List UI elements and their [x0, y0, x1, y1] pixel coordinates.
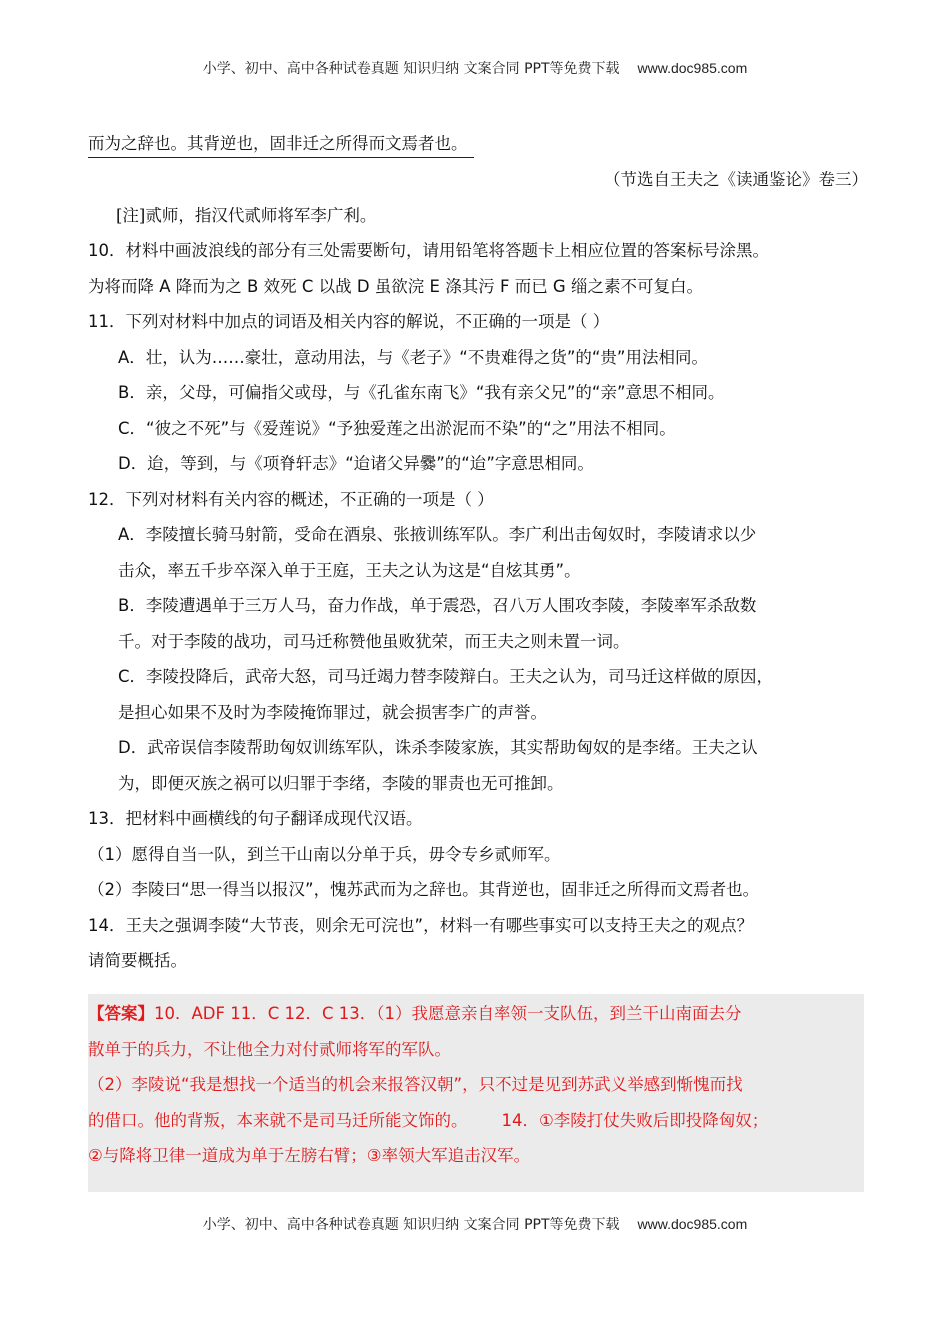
- question-14-line1: 14．王夫之强调李陵“大节丧，则余无可浣也”，材料一有哪些事实可以支持王夫之的观点？: [88, 915, 754, 935]
- passage-end: [88, 130, 868, 158]
- question-13-stem: 13．把材料中画横线的句子翻译成现代汉语。: [88, 809, 423, 828]
- q12-option-b-line1: B．李陵遭遇单于三万人马，奋力作战，单于震恐，召八万人围攻李陵，李陵率军杀敌数: [118, 596, 757, 615]
- answer-box: [88, 994, 864, 1192]
- question-10-line2: 为将而降 A 降而为之 B 效死 C 以战 D 虽欲浣 E 涤其污 F 而已 G 缁之素不可复白。: [88, 276, 703, 296]
- answer-line-4: 的借口。他的背叛，本来就不是司马迁所能文饰的。 14．①李陵打仗失败后即投降匈奴；: [88, 1110, 769, 1130]
- q11-option-a: A．壮，认为……豪壮，意动用法，与《老子》“不贵难得之货”的“贵”用法相同。: [118, 347, 708, 367]
- q12-option-d-line2: 为，即便灭族之祸可以归罪于李绪，李陵的罪责也无可推卸。: [118, 773, 564, 793]
- footer-text: 小学、初中、高中各种试卷真题 知识归纳 文案合同 PPT等免费下载: [202, 1217, 620, 1233]
- underlined-sentence: 而为之辞也。其背逆也，固非迁之所得而文焉者也。: [88, 131, 474, 158]
- answer-line-5: ②与降将卫律一道成为单于左膀右臂；③率领大军追击汉军。: [88, 1146, 531, 1165]
- q13-sentence-1: （1）愿得自当一队，到兰干山南以分单于兵，毋令专乡贰师军。: [88, 844, 561, 864]
- answer-label: 【答案】: [88, 1004, 154, 1023]
- q12-option-c-line1: C．李陵投降后，武帝大怒，司马迁竭力替李陵辩白。王夫之认为，司马迁这样做的原因，: [118, 667, 774, 686]
- q12-option-a-line1: A．李陵擅长骑马射箭，受命在酒泉、张掖训练军队。李广利出击匈奴时，李陵请求以少: [118, 525, 757, 544]
- question-11-stem: 11．下列对材料中加点的词语及相关内容的解说，不正确的一项是（ ）: [88, 312, 610, 331]
- annotation-note: [注]贰师，指汉代贰师将军李广利。: [116, 205, 377, 225]
- q12-option-b-line2: 千。对于李陵的战功，司马迁称赞他虽败犹荣，而王夫之则未置一词。: [118, 631, 630, 651]
- footer-site-link[interactable]: www.doc985.com: [637, 1216, 748, 1232]
- q12-option-c-line2: 是担心如果不及时为李陵掩饰罪过，就会损害李广的声誉。: [118, 702, 547, 722]
- page-footer: [0, 1214, 950, 1234]
- page-header: [0, 58, 950, 78]
- document-body: [88, 130, 868, 979]
- q12-option-a-line2: 击众，率五千步卒深入单于王庭，王夫之认为这是“自炫其勇”。: [118, 560, 581, 580]
- q12-option-d-line1: D．武帝误信李陵帮助匈奴训练军队，诛杀李陵家族，其实帮助匈奴的是李绪。王夫之认: [118, 738, 758, 757]
- q11-option-d: D．迨，等到，与《项脊轩志》“迨诸父异爨”的“迨”字意思相同。: [118, 454, 594, 473]
- header-text: 小学、初中、高中各种试卷真题 知识归纳 文案合同 PPT等免费下载: [202, 61, 620, 77]
- answer-line-1: 【答案】10．ADF 11．C 12．C 13．（1）我愿意亲自率领一支队伍，到兰干山南面去分: [88, 1004, 742, 1023]
- header-site-link[interactable]: www.doc985.com: [637, 60, 748, 76]
- question-10-line1: 10．材料中画波浪线的部分有三处需要断句，请用铅笔将答题卡上相应位置的答案标号涂黑。: [88, 241, 769, 260]
- answer-line-2: 散单于的兵力，不让他全力对付贰师将军的军队。: [88, 1039, 451, 1059]
- q11-option-b: B．亲，父母，可偏指父或母，与《孔雀东南飞》“我有亲父兄”的“亲”意思不相同。: [118, 383, 725, 402]
- q11-option-c: C．“彼之不死”与《爱莲说》“予独爱莲之出淤泥而不染”的“之”用法不相同。: [118, 418, 676, 438]
- answer-line-3: （2）李陵说“我是想找一个适当的机会来报答汉朝”，只不过是见到苏武义举感到惭愧而找: [88, 1075, 743, 1094]
- question-12-stem: 12．下列对材料有关内容的概述，不正确的一项是（ ）: [88, 489, 494, 509]
- source-citation: （节选自王夫之《读通鉴论》卷三）: [604, 170, 868, 189]
- question-14-line2: 请简要概括。: [88, 951, 187, 970]
- q13-sentence-2: （2）李陵曰“思一得当以报汉”，愧苏武而为之辞也。其背逆也，固非迁之所得而文焉者也。: [88, 880, 760, 899]
